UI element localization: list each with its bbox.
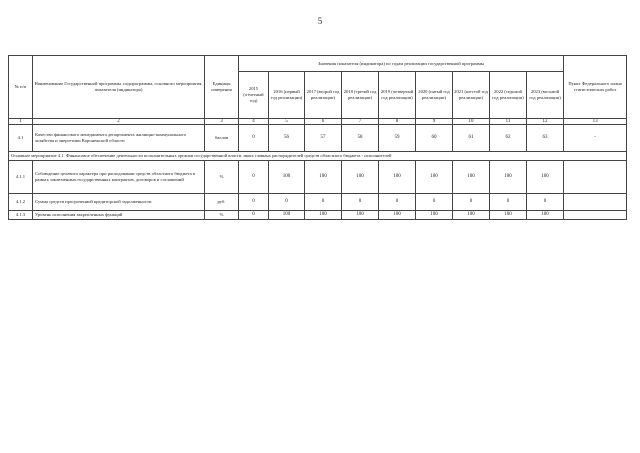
row-value: 100 [416, 211, 453, 220]
row-value: 0 [453, 194, 490, 211]
column-number: 1 [9, 119, 33, 125]
row-unit: баллов [205, 125, 239, 152]
row-value: 100 [453, 161, 490, 194]
row-num: 4.1 [9, 125, 33, 152]
header-year: 2017 (второй год реализации) [305, 72, 342, 119]
row-value: 100 [269, 211, 305, 220]
header-values-group: Значения показателя (индикатора) по годам реализации государственной программы [239, 56, 564, 72]
header-num: № п/п [9, 56, 33, 119]
row-plan [564, 161, 627, 194]
row-num: 4.1.2 [9, 194, 33, 211]
column-number: 13 [564, 119, 627, 125]
row-value: 0 [269, 194, 305, 211]
section-title: Основное мероприятие 4.1. Финансовое обеспечение деятельности исполнительных органов государственной власти, иных главных распорядителей средств областного бюджета - исполнителей [9, 152, 627, 161]
row-value: 100 [416, 161, 453, 194]
header-unit: Единицы измерения [205, 56, 239, 119]
row-plan: - [564, 125, 627, 152]
row-value: 100 [379, 161, 416, 194]
row-value: 0 [416, 194, 453, 211]
column-number: 5 [269, 119, 305, 125]
row-value: 0 [342, 194, 379, 211]
header-year: 2023 (восьмой год реализации) [527, 72, 564, 119]
row-value: 0 [305, 194, 342, 211]
column-number: 8 [379, 119, 416, 125]
table-row [9, 161, 627, 194]
row-name: Качество финансового менеджмента департамента жилищно-коммунального хозяйства и энергетики Воронежской области [33, 125, 205, 152]
header-year: 2018 (третий год реализации) [342, 72, 379, 119]
row-plan [564, 194, 627, 211]
row-unit: руб. [205, 194, 239, 211]
header-row [9, 56, 627, 72]
row-plan [564, 211, 627, 220]
section-row [9, 152, 627, 161]
row-value: 0 [239, 194, 269, 211]
header-year: 2016 (первый год реализации) [269, 72, 305, 119]
row-value: 59 [379, 125, 416, 152]
column-number: 4 [239, 119, 269, 125]
header-year: 2021 (шестой год реализации) [453, 72, 490, 119]
row-unit: % [205, 211, 239, 220]
row-value: 100 [305, 161, 342, 194]
header-year: 2019 (четвертый год реализации) [379, 72, 416, 119]
row-value: 100 [527, 161, 564, 194]
table-row [9, 125, 627, 152]
column-number: 6 [305, 119, 342, 125]
row-value: 100 [269, 161, 305, 194]
header-name: Наименование Государственной программы, подпрограммы, основного мероприятия, показателя (индикатора) [33, 56, 205, 119]
column-number: 9 [416, 119, 453, 125]
row-value: 0 [379, 194, 416, 211]
header-plan: Пункт Федерального плана статистических работ [564, 56, 627, 119]
row-value: 100 [342, 161, 379, 194]
page-number: 5 [317, 16, 323, 26]
row-value: 100 [342, 211, 379, 220]
row-name: Сумма средств просроченной кредиторской задолженности [33, 194, 205, 211]
column-number: 12 [527, 119, 564, 125]
indicators-table [8, 55, 627, 220]
row-value: 61 [453, 125, 490, 152]
row-value: 100 [379, 211, 416, 220]
row-value: 62 [490, 125, 527, 152]
row-value: 60 [416, 125, 453, 152]
row-num: 4.1.3 [9, 211, 33, 220]
column-number: 11 [490, 119, 527, 125]
column-number: 7 [342, 119, 379, 125]
table-row [9, 194, 627, 211]
header-year: 2022 (седьмой год реализации) [490, 72, 527, 119]
row-value: 58 [342, 125, 379, 152]
row-value: 56 [269, 125, 305, 152]
column-number: 10 [453, 119, 490, 125]
row-value: 100 [453, 211, 490, 220]
row-name: Соблюдение целевого характера при расходовании средств областного бюджета в рамках заключенных государственных контрактов, договоров и соглашений [33, 161, 205, 194]
row-value: 100 [305, 211, 342, 220]
row-value: 63 [527, 125, 564, 152]
row-name: Уровень исполнения закрепленных функций [33, 211, 205, 220]
row-value: 0 [527, 194, 564, 211]
row-value: 57 [305, 125, 342, 152]
row-value: 0 [490, 194, 527, 211]
table-row [9, 211, 627, 220]
row-num: 4.1.1 [9, 161, 33, 194]
header-year: 2020 (пятый год реализации) [416, 72, 453, 119]
row-value: 100 [490, 161, 527, 194]
row-value: 100 [490, 211, 527, 220]
row-unit: % [205, 161, 239, 194]
row-value: 0 [239, 125, 269, 152]
row-value: 100 [527, 211, 564, 220]
column-number: 3 [205, 119, 239, 125]
row-value: 0 [239, 211, 269, 220]
row-value: 0 [239, 161, 269, 194]
column-number: 2 [33, 119, 205, 125]
header-year: 2015 (отчетный год) [239, 72, 269, 119]
